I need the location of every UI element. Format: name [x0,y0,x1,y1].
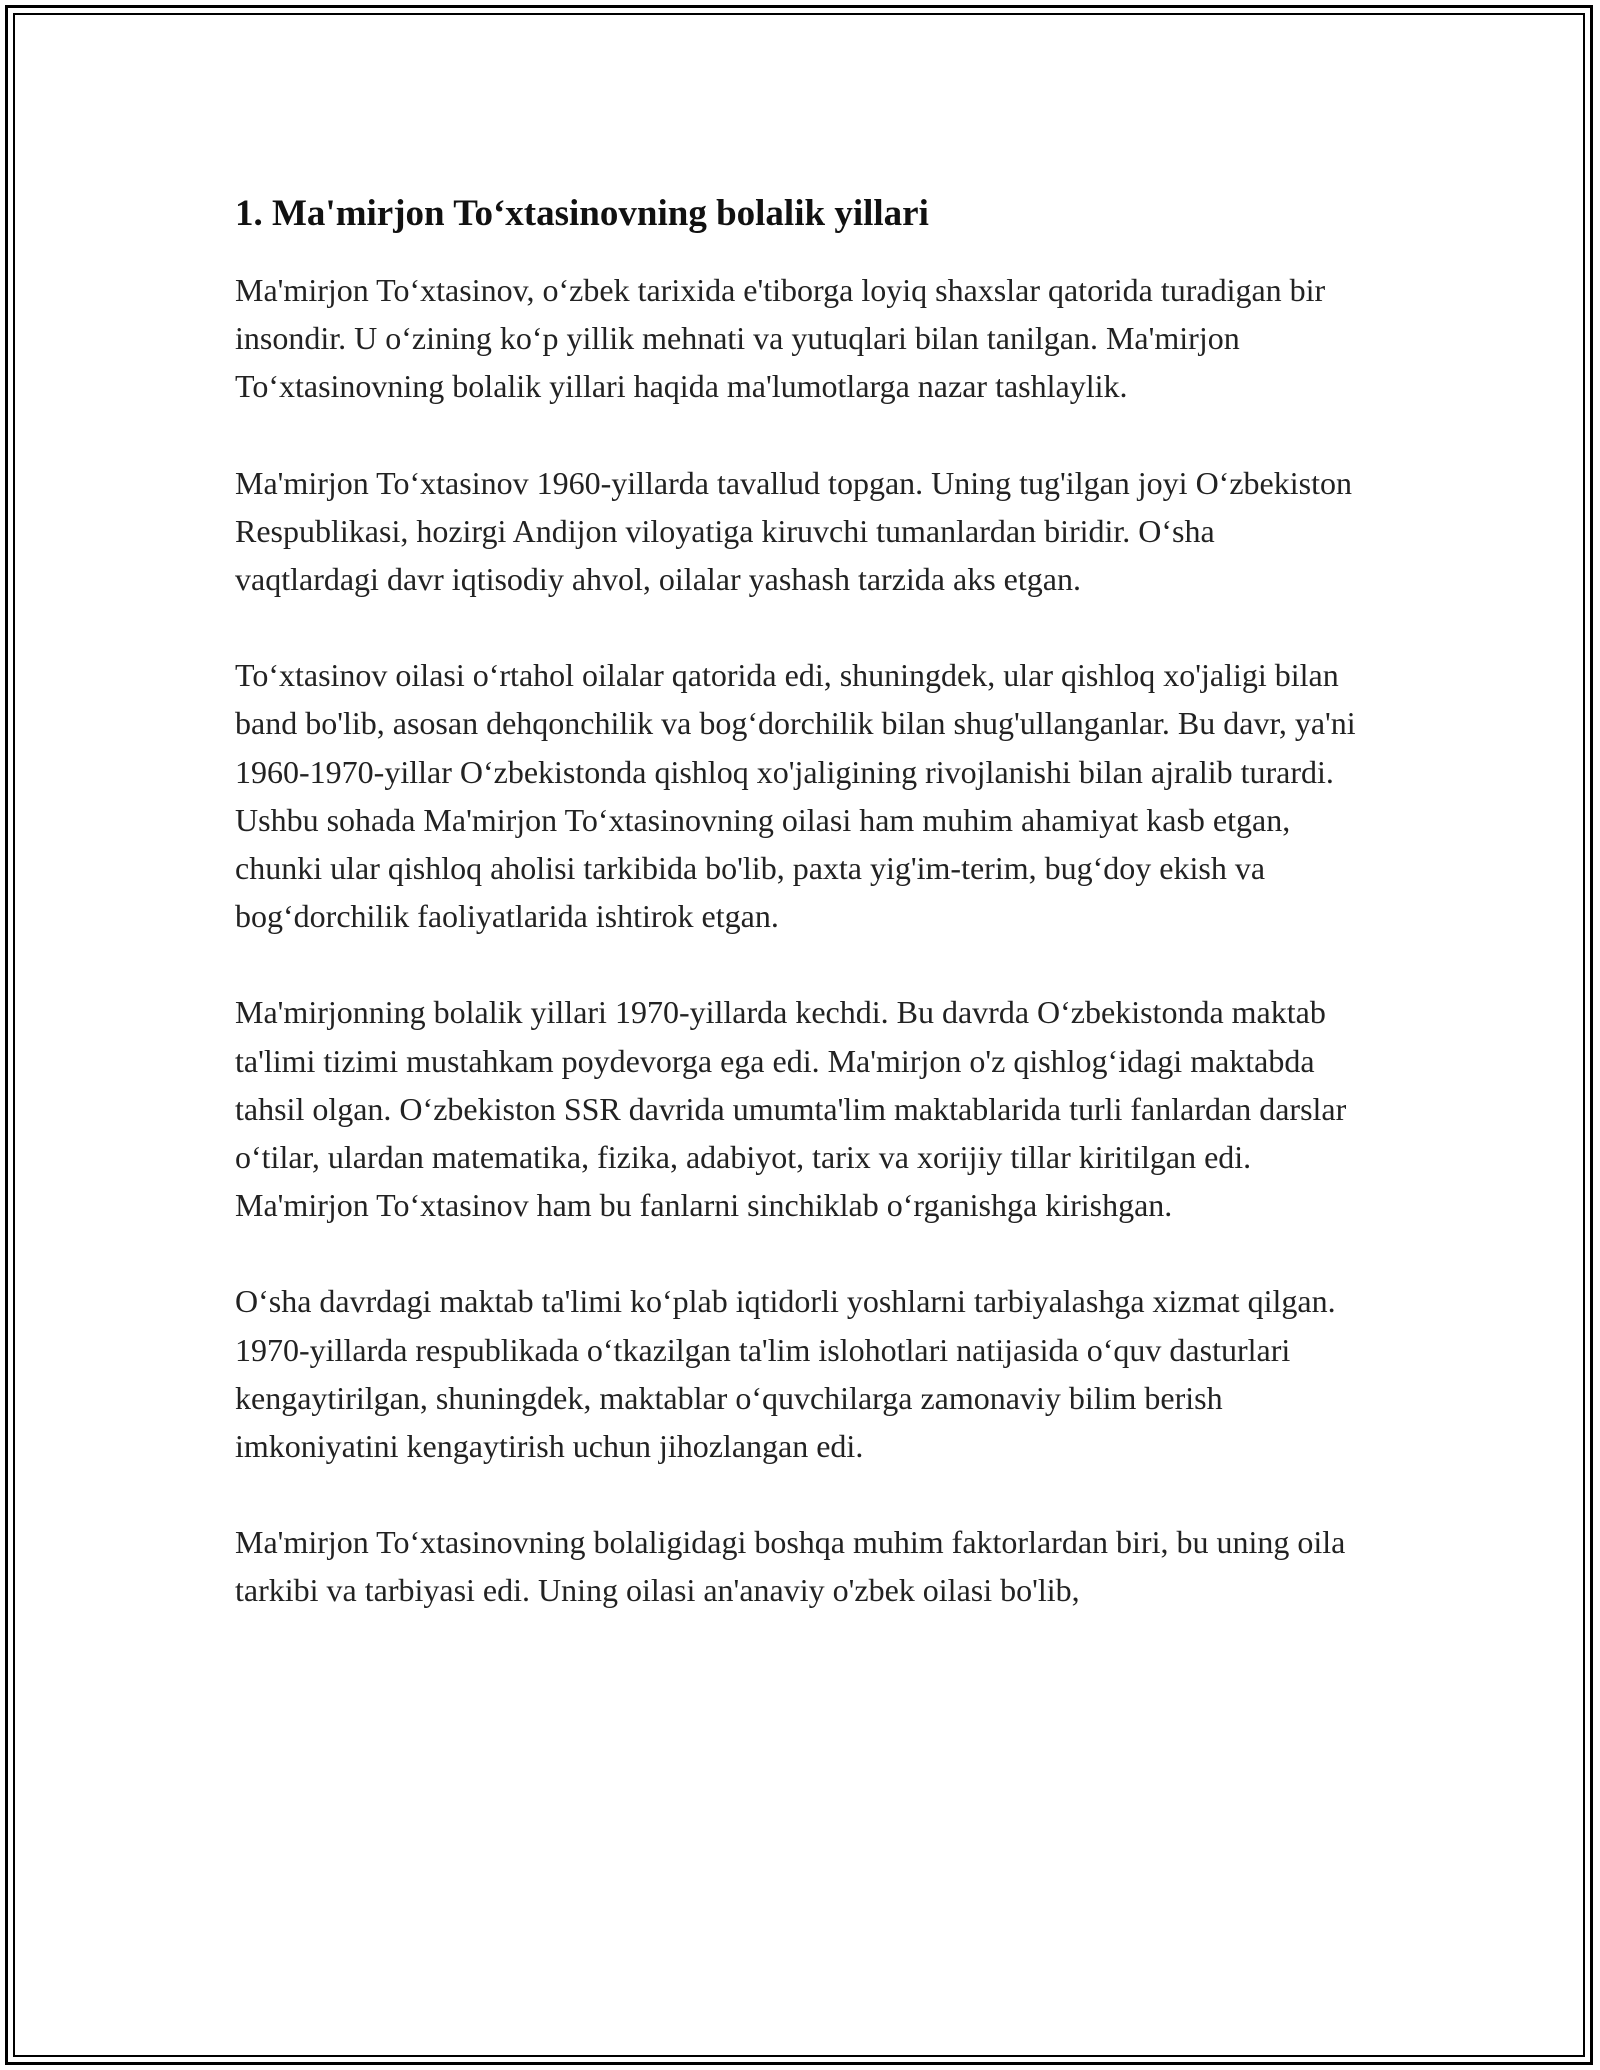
paragraph-1: Ma'mirjon To‘xtasinov, o‘zbek tarixida e'tiborga loyiq shaxslar qatorida turadigan bir insondir. U o‘zining ko‘p yillik mehnati va yutuqlari bilan tanilgan. Ma'mirjon To‘xtasinovning bolalik yillari haqida ma'lumotlarga nazar tashlaylik. [235,272,1326,405]
paragraph-3: To‘xtasinov oilasi o‘rtahol oilalar qatorida edi, shuningdek, ular qishloq xo'jaligi bilan band bo'lib, asosan dehqonchilik va bog‘dorchilik bilan shug'ullanganlar. Bu davr, ya'ni 1960-1970-yillar O‘zbekistonda qishloq xo'jaligining rivojlanishi bilan ajralib turardi. Ushbu sohada Ma'mirjon To‘xtasinovning oilasi ham muhim ahamiyat kasb etgan, chunki ular qishloq aholisi tarkibida bo'lib, paxta yig'im-terim, bug‘doy ekish va bog‘dorchilik faoliyatlarida ishtirok etgan. [235,657,1356,935]
paragraph-2: Ma'mirjon To‘xtasinov 1960-yillarda tavallud topgan. Uning tug'ilgan joyi O‘zbekiston Respublikasi, hozirgi Andijon viloyatiga kiruvchi tumanlardan biridir. O‘sha vaqtlardagi davr iqtisodiy ahvol, oilalar yashash tarzida aks etgan. [235,464,1352,598]
document-page [235,188,1365,1663]
section-heading: 1. Ma'mirjon To‘xtasinovning bolalik yillari [235,193,929,234]
paragraph-4: Ma'mirjonning bolalik yillari 1970-yillarda kechdi. Bu davrda O‘zbekistonda maktab ta'limi tizimi mustahkam poydevorga ega edi. Ma'mirjon o'z qishlog‘idagi maktabda tahsil olgan. O‘zbekiston SSR davrida umumta'lim maktablarida turli fanlardan darslar o‘tilar, ulardan matematika, fizika, adabiyot, tarix va xorijiy tillar kiritilgan edi. Ma'mirjon To‘xtasinov ham bu fanlarni sinchiklab o‘rganishga kirishgan. [235,994,1347,1224]
paragraph-6: Ma'mirjon To‘xtasinovning bolaligidagi boshqa muhim faktorlardan biri, bu uning oila tarkibi va tarbiyasi edi. Uning oilasi an'anaviy o'zbek oilasi bo'lib, [235,1524,1346,1609]
paragraph-5: O‘sha davrdagi maktab ta'limi ko‘plab iqtidorli yoshlarni tarbiyalashga xizmat qilgan. 1970-yillarda respublikada o‘tkazilgan ta'lim islohotlari natijasida o‘quv dasturlari kengaytirilgan, shuningdek, maktablar o‘quvchilarga zamonaviy bilim berish imkoniyatini kengaytirish uchun jihozlangan edi. [235,1283,1336,1465]
